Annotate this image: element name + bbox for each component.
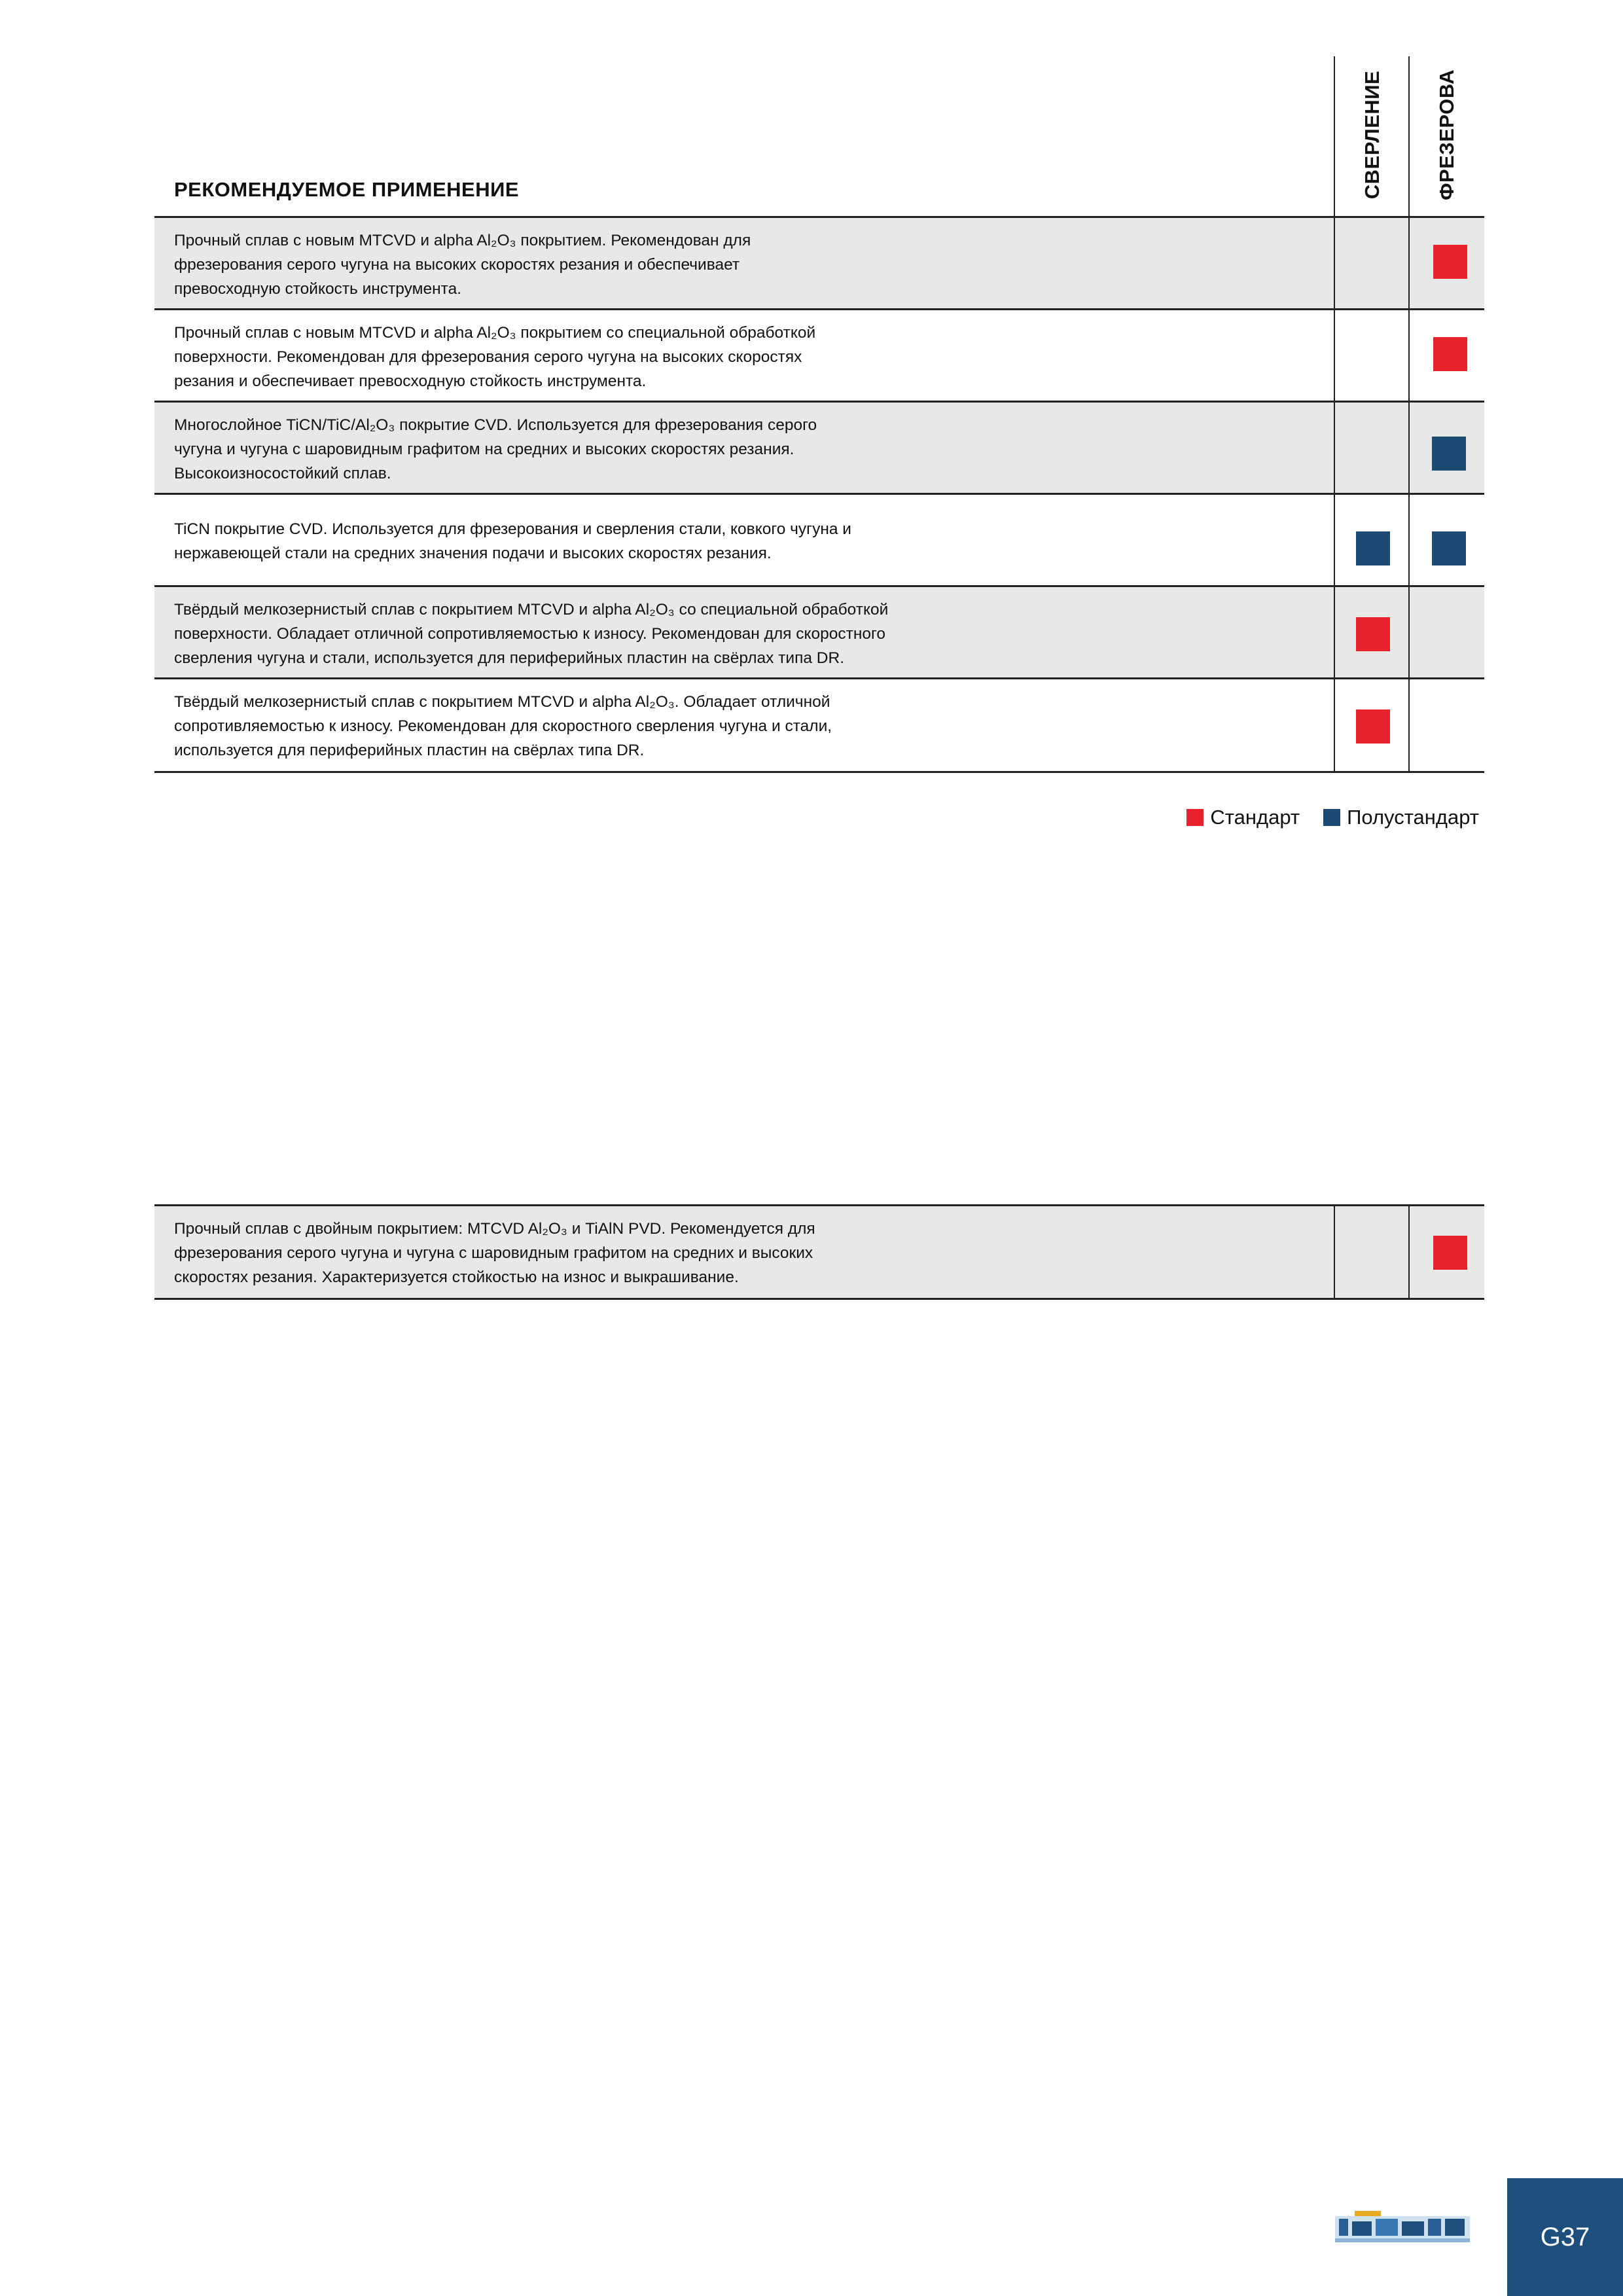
cell-drilling [1334,403,1410,494]
legend-item-standard [1186,806,1300,829]
row-description: TiCN покрытие CVD. Используется для фрезерования и сверления стали, ковкого чугуна и нержавеющей стали на средних значения подачи и высоких скоростях резания. [174,520,851,562]
table-title: РЕКОМЕНДУЕМОЕ ПРИМЕНЕНИЕ [174,178,520,201]
legend [1175,804,1479,831]
row-description: Твёрдый мелкозернистый сплав с покрытием MTCVD и alpha Al₂O₃. Обладает отличной сопротивляемостью к износу. Рекомендован для скоростного сверления чугуна и стали, используется для периферийных пластин на свёрлах типа DR. [174,693,832,759]
cell-milling [1408,218,1484,310]
cell-milling [1408,403,1484,494]
row-description: Твёрдый мелкозернистый сплав с покрытием MTCVD и alpha Al₂O₃ со специальной обработкой поверхности. Обладает отличной сопротивляемостью к износу. Рекомендован для скоростного сверления чугуна и стали, используется для периферийных пластин на свёрлах типа DR. [174,601,889,667]
column-label-milling: ФРЕЗЕРОВА [1435,69,1458,201]
cell-milling [1408,587,1484,679]
cell-drilling [1334,495,1410,586]
cell-drilling [1334,1206,1410,1298]
column-header-milling [1408,56,1484,216]
table-row [154,401,1484,494]
brand-logo-icon [1335,2204,1470,2251]
cell-milling [1408,495,1484,586]
standard-marker [1356,617,1390,651]
legend-label-semi-standard: Полустандарт [1347,806,1479,829]
column-label-drilling: СВЕРЛЕНИЕ [1361,70,1383,200]
semi-standard-marker [1432,437,1466,471]
column-header-drilling [1334,56,1410,216]
standard-marker [1356,709,1390,744]
page-number: G37 [1540,2222,1590,2251]
cell-drilling [1334,218,1410,310]
row-description: Прочный сплав с новым MTCVD и alpha Al₂O₃ покрытием. Рекомендован для фрезерования серого чугуна на высоких скоростях резания и обеспечивает превосходную стойкость инструмента. [174,232,751,298]
cell-milling [1408,1206,1484,1298]
legend-swatch-semi-standard [1323,809,1340,826]
cell-milling [1408,679,1484,771]
table-row [154,1204,1484,1300]
legend-label-standard: Стандарт [1210,806,1300,829]
row-description: Прочный сплав с новым MTCVD и alpha Al₂O₃ покрытием со специальной обработкой поверхности. Рекомендован для фрезерования серого чугуна на высоких скоростях резания и обеспечивает превосходную стойкость инструмента. [174,324,816,390]
semi-standard-marker [1432,531,1466,565]
cell-milling [1408,310,1484,402]
table-row [154,677,1484,773]
standard-marker [1433,245,1467,279]
table-header [154,56,1484,216]
legend-item-semi-standard [1323,806,1479,829]
row-description: Многослойное TiCN/TiC/Al₂O₃ покрытие CVD. Используется для фрезерования серого чугуна и чугуна с шаровидным графитом на средних и высоких скоростях резания. Высокоизносостойкий сплав. [174,416,817,482]
cell-drilling [1334,679,1410,771]
cell-drilling [1334,587,1410,679]
table-row [154,308,1484,402]
standard-marker [1433,1236,1467,1270]
semi-standard-marker [1356,531,1390,565]
row-description: Прочный сплав с двойным покрытием: MTCVD Al₂O₃ и TiAlN PVD. Рекомендуется для фрезерования серого чугуна и чугуна с шаровидным графитом на средних и высоких скоростях резания. Характеризуется стойкостью на износ и выкрашивание. [174,1220,815,1286]
standard-marker [1433,337,1467,371]
table-row [154,493,1484,586]
cell-drilling [1334,310,1410,402]
table-row [154,585,1484,679]
table-row [154,216,1484,310]
legend-swatch-standard [1186,809,1204,826]
page-number-tab [1507,2178,1623,2296]
